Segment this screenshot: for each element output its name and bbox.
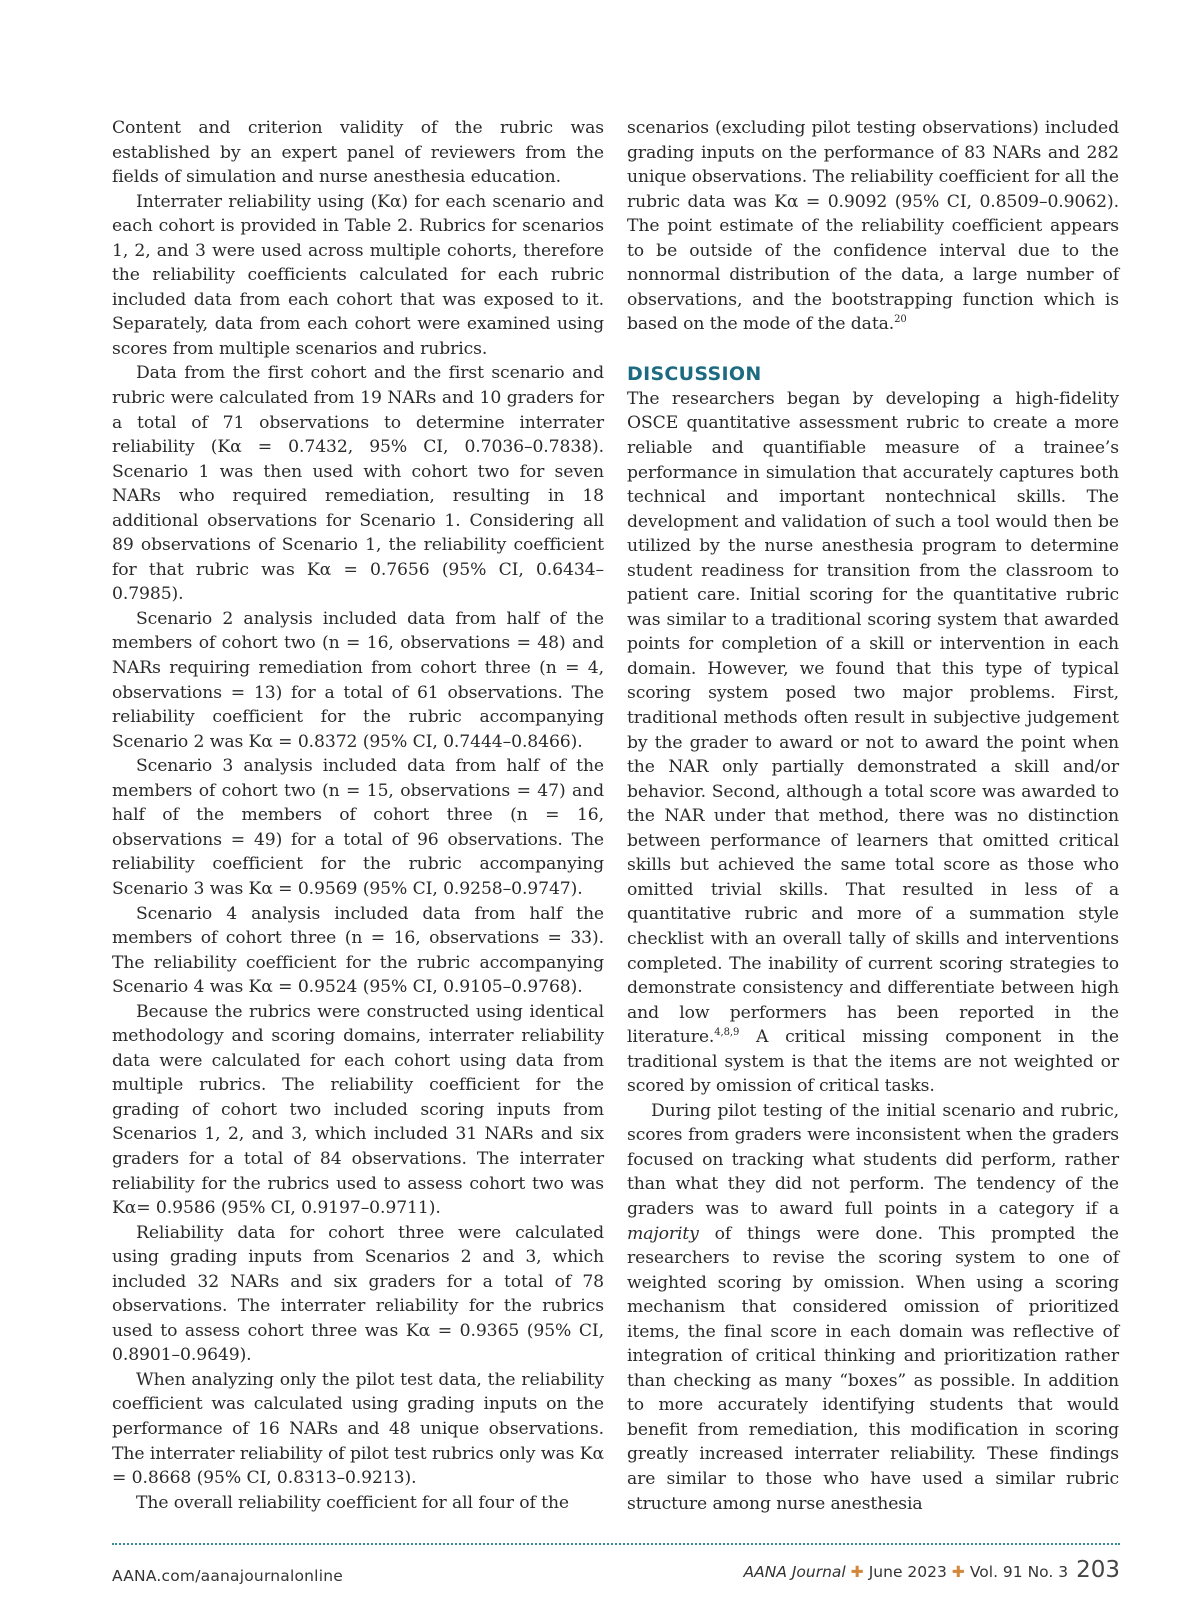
paragraph: [627, 387, 1119, 1099]
paragraph: Content and criterion validity of the rubric was established by an expert panel of reviewers from the fields of simulation and nurse anesthesia education.: [112, 118, 604, 188]
paragraph-text: A critical missing component in the traditional system is that the items are not weighted or scored by omission of critical tasks.: [627, 1027, 1119, 1097]
footer-divider: [112, 1543, 1120, 1545]
paragraph: [627, 1099, 1119, 1516]
paragraph: Interrater reliability using (Kα) for each scenario and each cohort is provided in Table 2. Rubrics for scenarios 1, 2, and 3 were used across multiple cohorts, therefore the reliability coefficients calculated for each rubric included data from each cohort that was exposed to it. Separately, data from each cohort were examined using scores from multiple scenarios and rubrics.: [112, 191, 604, 359]
paragraph: Scenario 4 analysis included data from half the members of cohort three (n = 16, observations = 33). The reliability coefficient for the rubric accompanying Scenario 4 was Kα = 0.9524 (95% CI, 0.9105–0.9768).: [112, 903, 604, 998]
citation-superscript: 20: [894, 314, 907, 326]
paragraph: Data from the first cohort and the first scenario and rubric were calculated from 19 NARs and 10 graders for a total of 71 observations to determine interrater reliability (Kα = 0.7432, 95% CI, 0.7036–0.7838). Scenario 1 was then used with cohort two for seven NARs who required remediation, resulting in 18 additional observations for Scenario 1. Considering all 89 observations of Scenario 1, the reliability coefficient for that rubric was Kα = 0.7656 (95% CI, 0.6434–0.7985).: [112, 363, 604, 605]
emphasis-text: majority: [627, 1223, 699, 1244]
left-column: [112, 116, 604, 1515]
paragraph: Because the rubrics were constructed using identical methodology and scoring domains, interrater reliability data were calculated for each cohort using data from multiple rubrics. The reliability coefficient for the grading of cohort two included scoring inputs from Scenarios 1, 2, and 3, which included 31 NARs and six graders for a total of 84 observations. The interrater reliability for the rubrics used to assess cohort two was Kα= 0.9586 (95% CI, 0.9197–0.9711).: [112, 1001, 604, 1219]
journal-name: AANA Journal: [743, 1563, 846, 1581]
paragraph: When analyzing only the pilot test data, the reliability coefficient was calculated using grading inputs on the performance of 16 NARs and 48 unique observations. The interrater reliability of pilot test rubrics only was Kα = 0.8668 (95% CI, 0.8313–0.9213).: [112, 1369, 604, 1489]
paragraph: Scenario 2 analysis included data from half of the members of cohort two (n = 16, observations = 48) and NARs requiring remediation from cohort three (n = 4, observations = 13) for a total of 61 observations. The reliability coefficient for the rubric accompanying Scenario 2 was Kα = 0.8372 (95% CI, 0.7444–0.8466).: [112, 608, 604, 752]
footer-website: AANA.com/aanajournalonline: [112, 1567, 343, 1585]
citation-superscript: 4,8,9: [714, 1027, 740, 1039]
paragraph-text: of things were done. This prompted the researchers to revise the scoring system to one of weighted scoring by omission. When using a scoring mechanism that considered omission of prioritized items, the final score in each domain was reflective of integration of critical thinking and prioritization rather than checking as many “boxes” as possible. In addition to more accurately identifying students that would benefit from remediation, this modification in scoring greatly increased interrater reliability. These findings are similar to those who have used a similar rubric structure among nurse anesthesia: [627, 1223, 1119, 1514]
paragraph-text: The researchers began by developing a high-fidelity OSCE quantitative assessment rubric to create a more reliable and quantifiable measure of a trainee’s performance in simulation that accurately captures both technical and important nontechnical skills. The development and validation of such a tool would then be utilized by the nurse anesthesia program to determine student readiness for transition from the classroom to patient care. Initial scoring for the quantitative rubric was similar to a traditional scoring system that awarded points for completion of a skill or intervention in each domain. However, we found that this type of typical scoring system posed two major problems. First, traditional methods often result in subjective judgement by the grader to award or not to award the point when the NAR only partially demonstrated a skill and/or behavior. Second, although a total score was awarded to the NAR under that method, there was no distinction between performance of learners that omitted critical skills but achieved the same total score as those who omitted trivial skills. That resulted in less of a quantitative rubric and more of a summation style checklist with an overall tally of skills and interventions completed. The inability of current scoring strategies to demonstrate consistency and differentiate between high and low performers has been reported in the literature.: [627, 388, 1119, 1048]
paragraph: Scenario 3 analysis included data from half of the members of cohort two (n = 15, observations = 47) and half of the members of cohort three (n = 16, observations = 49) for a total of 96 observations. The reliability coefficient for the rubric accompanying Scenario 3 was Kα = 0.9569 (95% CI, 0.9258–0.9747).: [112, 756, 604, 899]
paragraph-text: scenarios (excluding pilot testing observations) included grading inputs on the performance of 83 NARs and 282 unique observations. The reliability coefficient for all the rubric data was Kα = 0.9092 (95% CI, 0.8509–0.9062). The point estimate of the reliability coefficient appears to be outside of the confidence interval due to the nonnormal distribution of the data, a large number of observations, and the bootstrapping function which is based on the mode of the data.: [627, 118, 1119, 335]
issue-date: June 2023: [868, 1563, 947, 1581]
section-heading: DISCUSSION: [627, 362, 762, 385]
plus-separator-icon: ✚: [850, 1563, 864, 1581]
page-number: 203: [1076, 1557, 1120, 1583]
paragraph-continuation: [627, 116, 1119, 337]
volume-issue: Vol. 91 No. 3: [969, 1563, 1069, 1581]
footer-citation: [744, 1557, 1120, 1583]
plus-separator-icon: ✚: [951, 1563, 965, 1581]
paragraph: Reliability data for cohort three were calculated using grading inputs from Scenarios 2 and 3, which included 32 NARs and six graders for a total of 78 observations. The interrater reliability for the rubrics used to assess cohort three was Kα = 0.9365 (95% CI, 0.8901–0.9649).: [112, 1222, 604, 1366]
right-column: [627, 116, 1119, 1516]
paragraph: The overall reliability coefficient for all four of the: [136, 1492, 569, 1513]
paragraph-text: During pilot testing of the initial scenario and rubric, scores from graders were inconsistent when the graders focused on tracking what students did perform, rather than what they did not perform. The tendency of the graders was to award full points in a category if a: [627, 1100, 1119, 1219]
